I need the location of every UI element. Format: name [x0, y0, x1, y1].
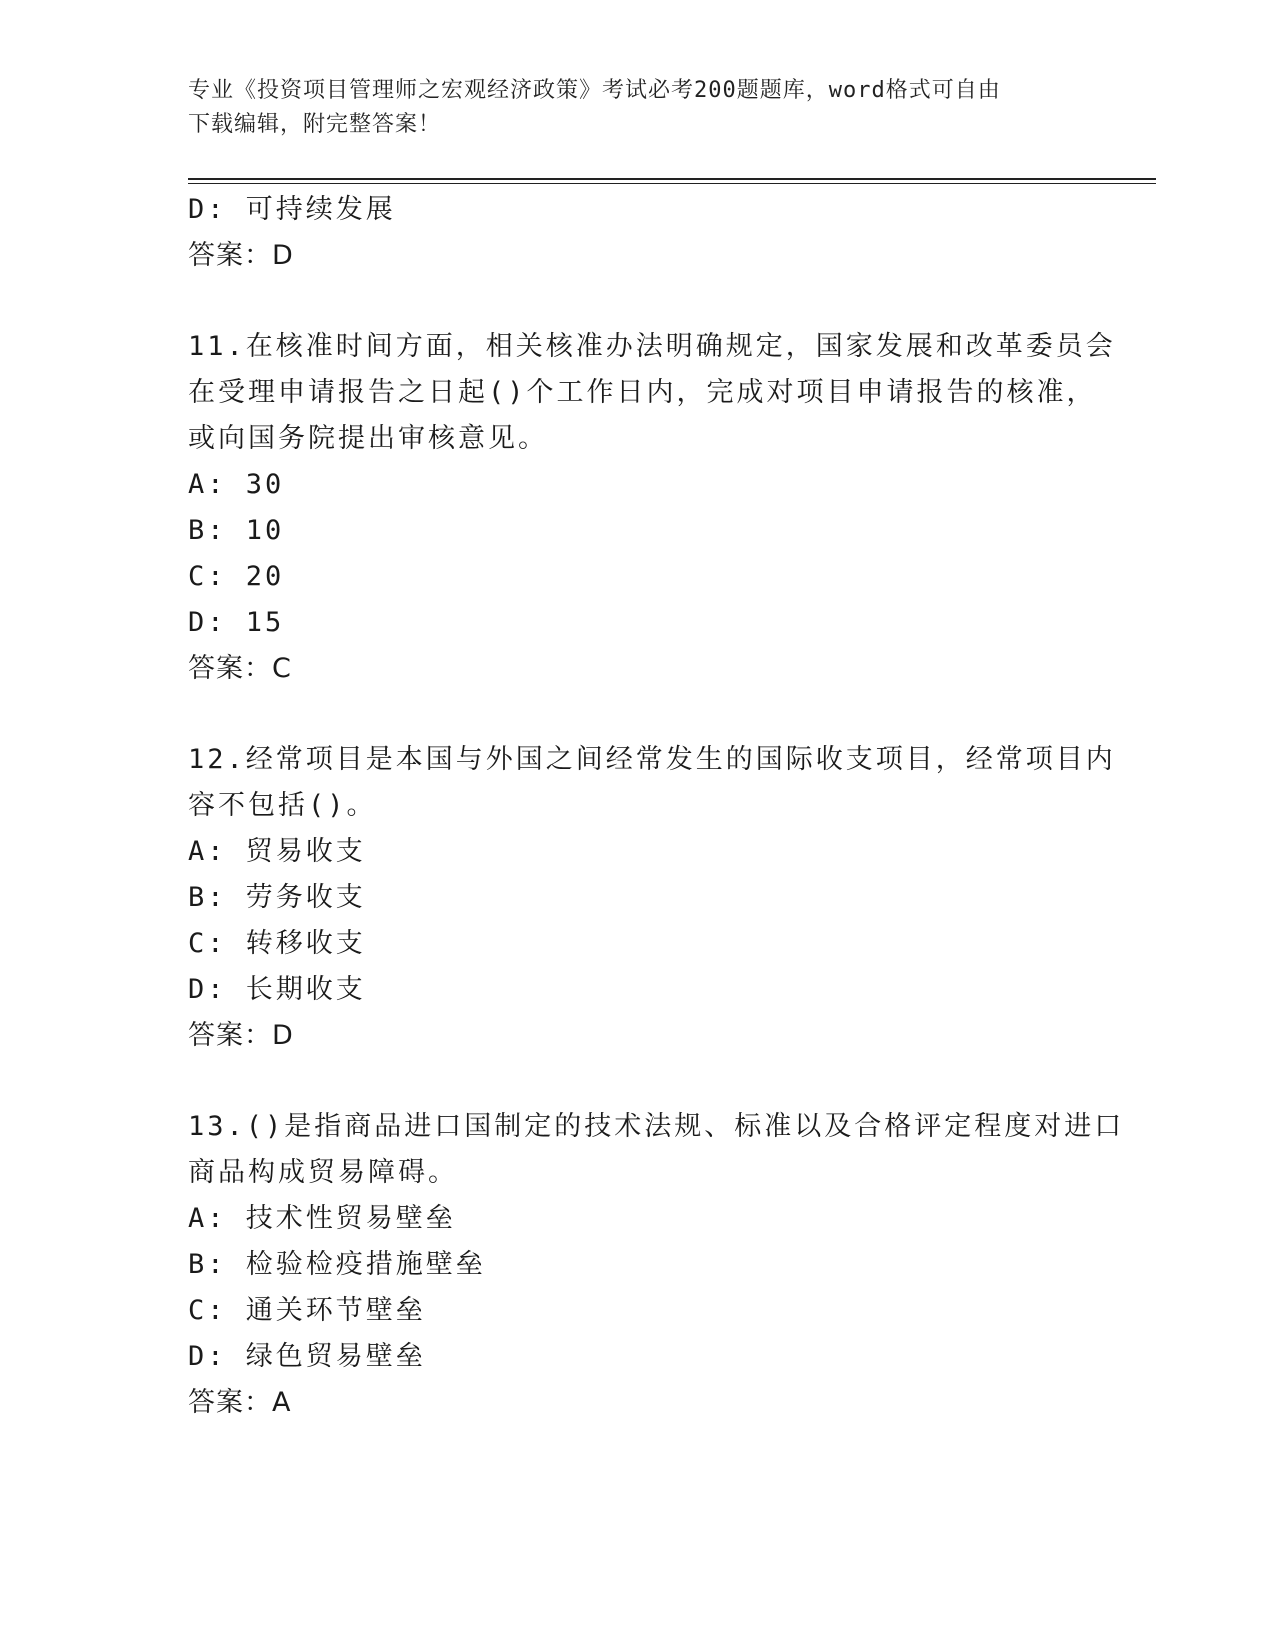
option-d: D: 可持续发展: [188, 194, 396, 225]
page-header: [188, 74, 1068, 142]
option-c: C: 转移收支: [188, 928, 366, 959]
option-b: B: 劳务收支: [188, 882, 366, 913]
question-stem-line: 或向国务院提出审核意见。: [188, 423, 548, 454]
question-stem-line: 商品构成贸易障碍。: [188, 1157, 458, 1188]
header-line-1: 专业《投资项目管理师之宏观经济政策》考试必考200题题库，word格式可自由: [188, 78, 1001, 103]
option-b: B: 10: [188, 515, 285, 546]
question-content: [188, 187, 1125, 1426]
answer-line: 答案：D: [188, 1020, 294, 1051]
option-d: D: 15: [188, 607, 285, 638]
answer-line: 答案：C: [188, 653, 292, 684]
question-stem-line: 12.经常项目是本国与外国之间经常发生的国际收支项目，经常项目内: [188, 744, 1116, 775]
question-stem-line: 容不包括()。: [188, 790, 377, 821]
option-c: C: 通关环节壁垒: [188, 1295, 426, 1326]
question-stem-line: 在受理申请报告之日起()个工作日内，完成对项目申请报告的核准，: [188, 377, 1097, 408]
spacer: [188, 1059, 1088, 1104]
spacer: [188, 279, 1088, 324]
question-11: [188, 324, 1116, 692]
answer-line: 答案：A: [188, 1387, 292, 1418]
answer-line: 答案：D: [188, 240, 294, 271]
option-b: B: 检验检疫措施壁垒: [188, 1249, 486, 1280]
previous-question-tail: [188, 187, 1088, 279]
option-a: A: 贸易收支: [188, 836, 366, 867]
question-12: [188, 737, 1116, 1059]
question-stem-line: 13.()是指商品进口国制定的技术法规、标准以及合格评定程度对进口: [188, 1111, 1125, 1142]
header-rule-thin: [188, 183, 1156, 184]
option-d: D: 长期收支: [188, 974, 366, 1005]
spacer: [188, 692, 1088, 737]
question-13: [188, 1104, 1125, 1426]
question-stem-line: 11.在核准时间方面，相关核准办法明确规定，国家发展和改革委员会: [188, 331, 1116, 362]
header-line-2: 下载编辑，附完整答案！: [188, 112, 442, 137]
option-d: D: 绿色贸易壁垒: [188, 1341, 426, 1372]
option-c: C: 20: [188, 561, 285, 592]
option-a: A: 技术性贸易壁垒: [188, 1203, 456, 1234]
header-rule-thick: [188, 178, 1156, 180]
option-a: A: 30: [188, 469, 285, 500]
